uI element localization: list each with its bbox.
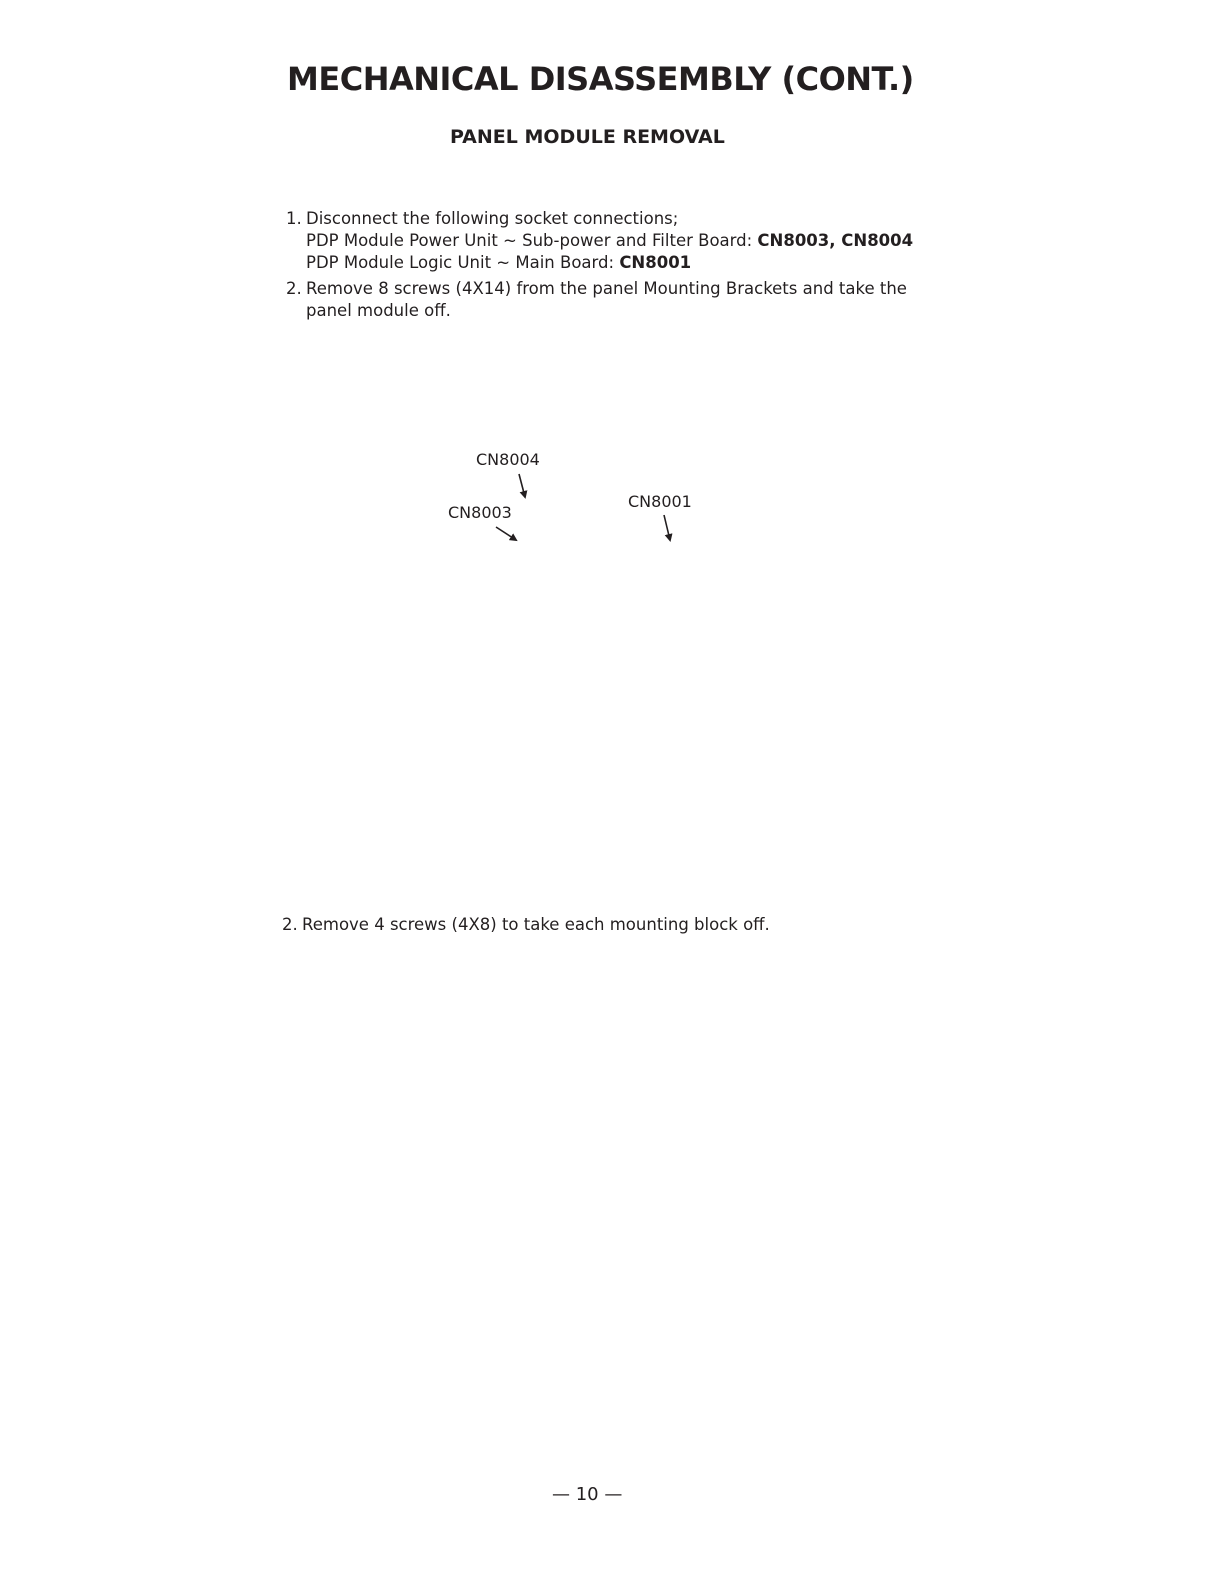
callout-cn8003: CN8003: [448, 503, 512, 522]
page-number: — 10 —: [552, 1484, 623, 1505]
arrow-cn8004: [519, 474, 525, 497]
step-mounting-block-text: Remove 4 screws (4X8) to take each mounting block off.: [302, 915, 770, 934]
step-2-number: 2.: [286, 279, 302, 298]
step-1-line-2-connectors: CN8001: [619, 253, 692, 272]
step-1-number: 1.: [286, 209, 302, 228]
section-title: PANEL MODULE REMOVAL: [450, 126, 725, 148]
arrow-cn8001: [664, 515, 670, 540]
callout-cn8001: CN8001: [628, 492, 692, 511]
step-1-line-1-connectors: CN8003, CN8004: [757, 231, 914, 250]
step-1-line-1-text: PDP Module Power Unit ~ Sub-power and Filter Board:: [306, 231, 758, 250]
page-title: MECHANICAL DISASSEMBLY (CONT.): [287, 60, 914, 98]
step-2-continuation: panel module off.: [306, 301, 451, 320]
step-1-line-2-text: PDP Module Logic Unit ~ Main Board:: [306, 253, 620, 272]
callout-cn8004: CN8004: [476, 450, 540, 469]
step-1-text: Disconnect the following socket connections;: [306, 209, 679, 228]
step-2-text: Remove 8 screws (4X14) from the panel Mounting Brackets and take the: [306, 279, 907, 298]
step-mounting-block-number: 2.: [282, 915, 298, 934]
arrow-cn8003: [496, 527, 516, 540]
